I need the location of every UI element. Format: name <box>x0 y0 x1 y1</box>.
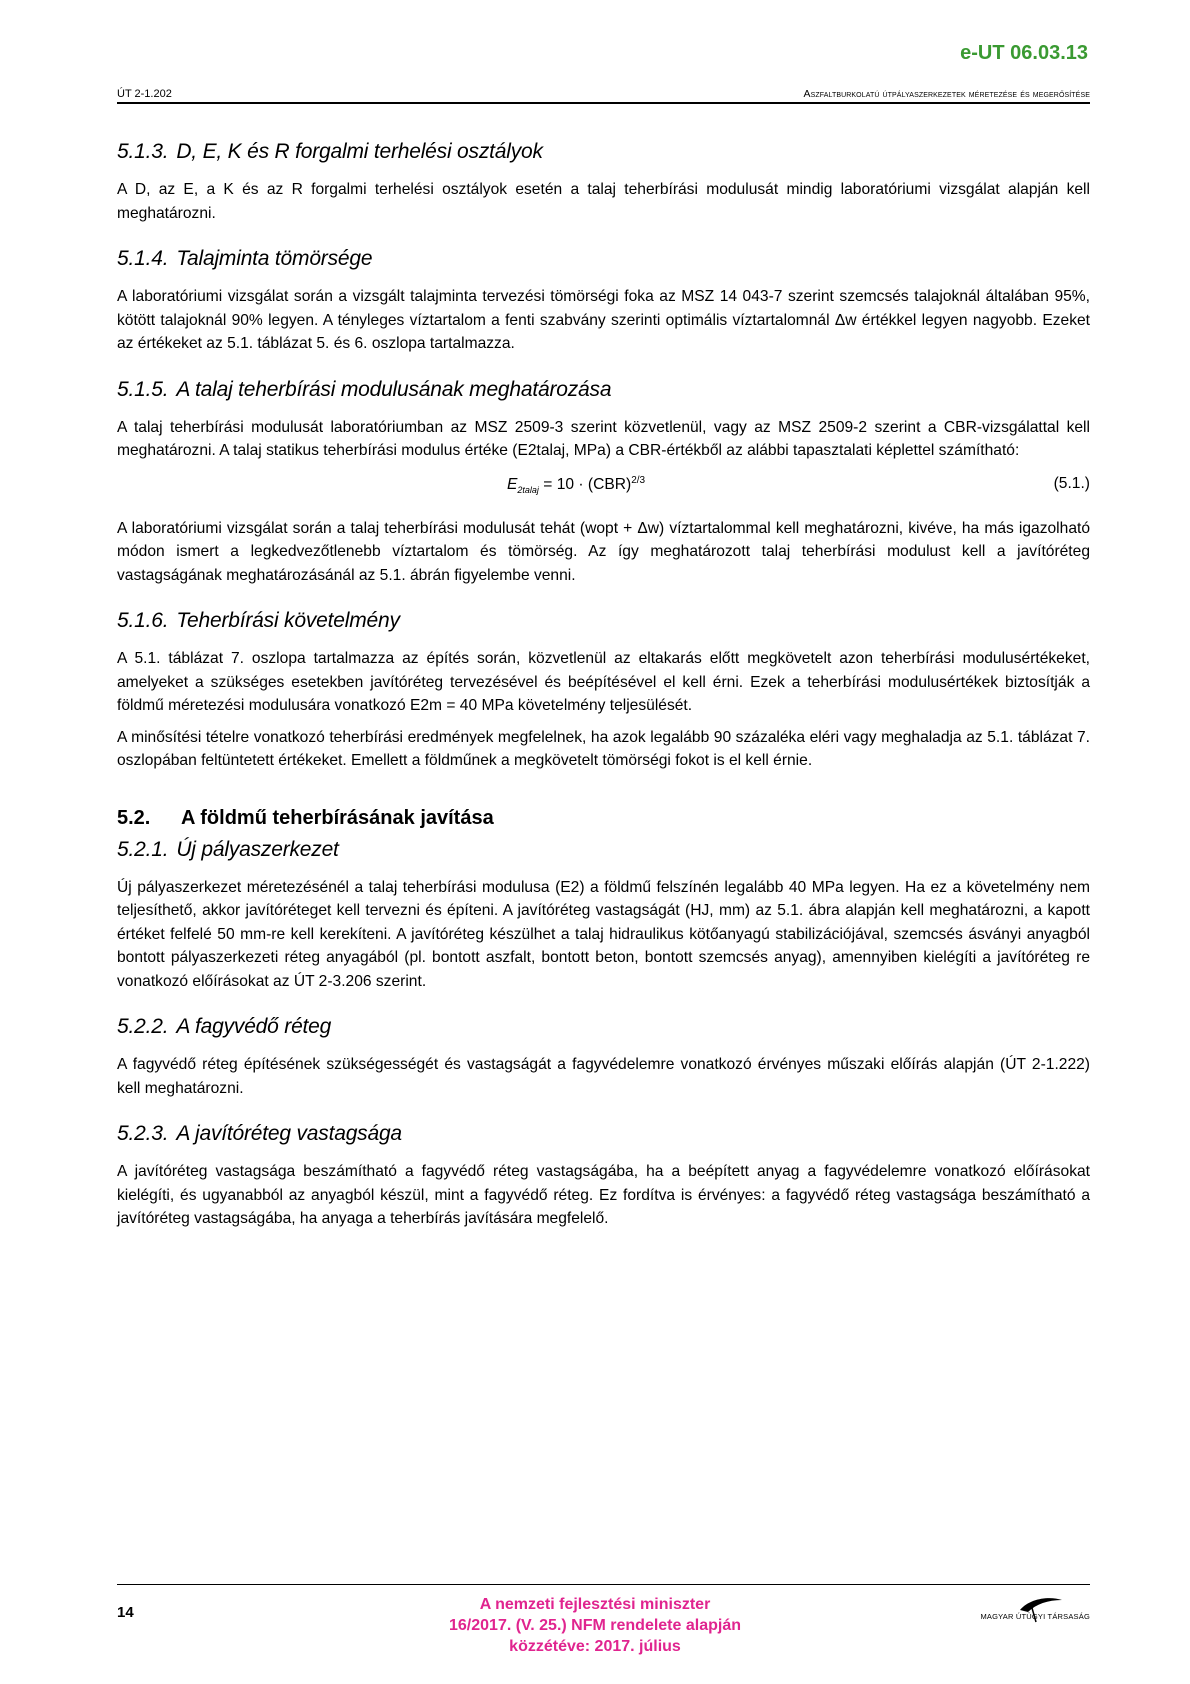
paragraph: A laboratóriumi vizsgálat során a vizsgált talajminta tervezési tömörségi foka az MSZ 14 043-7 szerint szemcsés talajoknál általában 95%, kötött talajoknál 90% legyen. A tényleges víztartalom a fenti szabvány szerinti optimális víztartalomnál Δw értékkel legyen nagyobb. Ezeket az értékeket az 5.1. táblázat 5. és 6. oszlopa tartalmazza. <box>117 288 1090 352</box>
section-heading-5-2-2: 5.2.2. A fagyvédő réteg <box>117 1015 332 1038</box>
equation-number: (5.1.) <box>1053 474 1090 492</box>
section-heading-5-2-1: 5.2.1. Új pályaszerkezet <box>117 837 339 861</box>
paragraph: A laboratóriumi vizsgálat során a talaj teherbírási modulusát tehát (wopt + Δw) víztartalommal kell meghatározni, kivéve, ha más igazolható módon ismert a legkedvezőtlenebb víztartalom és tömörség. Az így meghatározott talaj teherbírási modulust kell a javítóréteg vastagságának meghatározásánál az 5.1. ábrán figyelembe venni. <box>117 519 1090 584</box>
header-doc-id: ÚT 2-1.202 <box>117 88 172 100</box>
page-header <box>117 84 1090 104</box>
formula-expression: $E_{2talaj} = 10 \cdot (CBR)^{2/3}$ <box>507 474 646 495</box>
publication-note <box>350 1594 840 1657</box>
header-doc-title: Aszfaltburkolatú útpályaszerkezetek méretezése és megerősítése <box>803 88 1090 100</box>
section-heading-5-1-4: 5.1.4. Talajminta tömörsége <box>117 247 373 270</box>
section-heading-5-1-6: 5.1.6. Teherbírási követelmény <box>117 609 400 632</box>
paragraph: Új pályaszerkezet méretezésénél a talaj teherbírási modulusa (E2) a földmű felszínén legalább 40 MPa legyen. Ha ez a követelmény nem teljesíthető, akkor javítóréteget kell tervezni és építeni. A javítóréteg vastagságát (HJ, mm) az 5.1. ábra alapján kell meghatározni, a kapott értéket felfelé 50 mm-re kell kerekíteni. A javítóréteg készülhet a talaj hidraulikus kötőanyagú stabilizációjával, szemcsés ásványi anyagból bontott pályaszerkezeti réteg anyagából (pl. bontott aszfalt, bontott beton, bontott szemcsés anyag), amennyiben kielégíti a javítóréteg re vonatkozó előírásokat az ÚT 2-3.206 szerint. <box>117 878 1090 990</box>
chapter-heading-5-2: 5.2. A földmű teherbírásának javítása <box>117 806 494 829</box>
section-heading-5-1-5: 5.1.5. A talaj teherbírási modulusának meghatározása <box>117 377 612 401</box>
paragraph: A javítóréteg vastagsága beszámítható a fagyvédő réteg vastagságába, ha a beépített anyag a fagyvédelemre vonatkozó előírásokat kielégíti, és ugyanabból az anyagból készül, mint a fagyvédő réteg. Ez fordítva is érvényes: a fagyvédő réteg vastagsága beszámítható a javítóréteg vastagságába, ha anyaga a teherbírás javítására megfelelő. <box>117 1163 1090 1227</box>
publication-note-line: közzétéve: 2017. július <box>509 1638 681 1655</box>
document-code: e-UT 06.03.13 <box>960 42 1088 64</box>
society-logo-text: MAGYAR ÚTÜGYI TÁRSASÁG <box>980 1612 1090 1621</box>
paragraph: A fagyvédő réteg építésének szükségességét és vastagságát a fagyvédelemre vonatkozó érvényes műszaki előírás alapján (ÚT 2-1.222) kell meghatározni. <box>117 1056 1090 1097</box>
formula-5-1 <box>117 471 1090 501</box>
section-heading-5-1-3: 5.1.3. D, E, K és R forgalmi terhelési osztályok <box>117 140 543 163</box>
paragraph: A D, az E, a K és az R forgalmi terhelési osztályok esetén a talaj teherbírási modulusát mindig laboratóriumi vizsgálat alapján kell meghatározni. <box>117 181 1090 222</box>
publication-note-line: 16/2017. (V. 25.) NFM rendelete alapján <box>449 1617 741 1634</box>
page-number: 14 <box>117 1604 134 1621</box>
section-heading-5-2-3: 5.2.3. A javítóréteg vastagsága <box>117 1122 402 1145</box>
page-content <box>117 118 1090 1239</box>
paragraph: A 5.1. táblázat 7. oszlopa tartalmazza az építés során, közvetlenül az eltakarás előtt megkövetelt azon teherbírási modulusértékeket, amelyeket a szükséges esetekben javítóréteg tervezésével és beépítésével el kell érni. Ezek a teherbírási modulusértékek biztosítják a földmű méretezési modulusára vonatkozó E2m = 40 MPa követelmény teljesülését. <box>117 650 1090 714</box>
publication-note-line: A nemzeti fejlesztési miniszter <box>479 1596 711 1613</box>
paragraph: A minősítési tételre vonatkozó teherbírási eredmények megfelelnek, ha azok legalább 90 százaléka eléri vagy meghaladja az 5.1. táblázat 7. oszlopában feltüntetett értékeket. Emellett a földműnek a megkövetelt tömörségi fokot is el kell érnie. <box>117 728 1090 769</box>
paragraph: A talaj teherbírási modulusát laboratóriumban az MSZ 2509-3 szerint közvetlenül, vagy az MSZ 2509-2 szerint a CBR-vizsgálattal kell meghatározni. A talaj statikus teherbírási modulus értéke (E2talaj, MPa) a CBR-értékből az alábbi tapasztalati képlettel számítható: <box>117 418 1090 459</box>
footer-rule <box>117 1584 1090 1585</box>
society-logo-icon <box>940 1594 1090 1628</box>
